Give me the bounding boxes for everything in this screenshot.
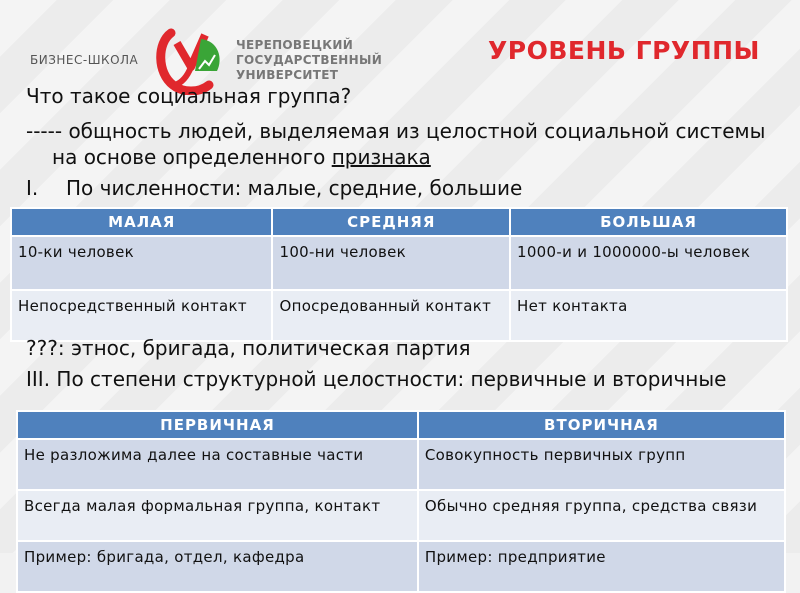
- table-header-medium: СРЕДНЯЯ: [272, 208, 510, 236]
- table-row: [17, 541, 785, 592]
- definition-line-2: [52, 145, 431, 169]
- question-text: Что такое социальная группа?: [26, 84, 352, 108]
- attribute-link[interactable]: признака: [331, 145, 431, 169]
- table-cell: 100-ни человек: [272, 236, 510, 290]
- table-cell: Совокупность первичных групп: [418, 439, 785, 490]
- definition-line-1: ----- общность людей, выделяемая из целостной социальной системы: [26, 119, 766, 143]
- section-3-heading: III. По степени структурной целостности: первичные и вторичные: [26, 367, 727, 391]
- section-1-heading: По численности: малые, средние, большие: [66, 176, 523, 200]
- table-cell: 1000-и и 1000000-ы человек: [510, 236, 787, 290]
- table-header-secondary: ВТОРИЧНАЯ: [418, 411, 785, 439]
- table-header-small: МАЛАЯ: [11, 208, 272, 236]
- university-name-line: ГОСУДАРСТВЕННЫЙ: [236, 53, 383, 67]
- table-cell: Всегда малая формальная группа, контакт: [17, 490, 418, 541]
- slide-title: УРОВЕНЬ ГРУППЫ: [488, 36, 760, 65]
- table-cell: Пример: бригада, отдел, кафедра: [17, 541, 418, 592]
- table-cell: Непосредственный контакт: [11, 290, 272, 341]
- definition-text: на основе определенного: [52, 145, 332, 169]
- table-cell: Не разложима далее на составные части: [17, 439, 418, 490]
- table-row: [17, 439, 785, 490]
- section-1-number: I.: [26, 176, 39, 200]
- table-row: [11, 290, 787, 341]
- table-header-large: БОЛЬШАЯ: [510, 208, 787, 236]
- table-cell: Обычно средняя группа, средства связи: [418, 490, 785, 541]
- table-cell: 10-ки человек: [11, 236, 272, 290]
- integrity-table: [16, 410, 786, 593]
- examples-text: ???: этнос, бригада, политическая партия: [26, 336, 471, 360]
- business-school-label: БИЗНЕС-ШКОЛА: [30, 53, 139, 67]
- university-name: [236, 38, 382, 83]
- university-name-line: ЧЕРЕПОВЕЦКИЙ: [236, 38, 354, 52]
- table-cell: Нет контакта: [510, 290, 787, 341]
- university-name-line: УНИВЕРСИТЕТ: [236, 68, 339, 82]
- table-row: [11, 236, 787, 290]
- table-row: [17, 490, 785, 541]
- table-cell: Опосредованный контакт: [272, 290, 510, 341]
- table-cell: Пример: предприятие: [418, 541, 785, 592]
- table-header-primary: ПЕРВИЧНАЯ: [17, 411, 418, 439]
- size-table: [10, 207, 788, 342]
